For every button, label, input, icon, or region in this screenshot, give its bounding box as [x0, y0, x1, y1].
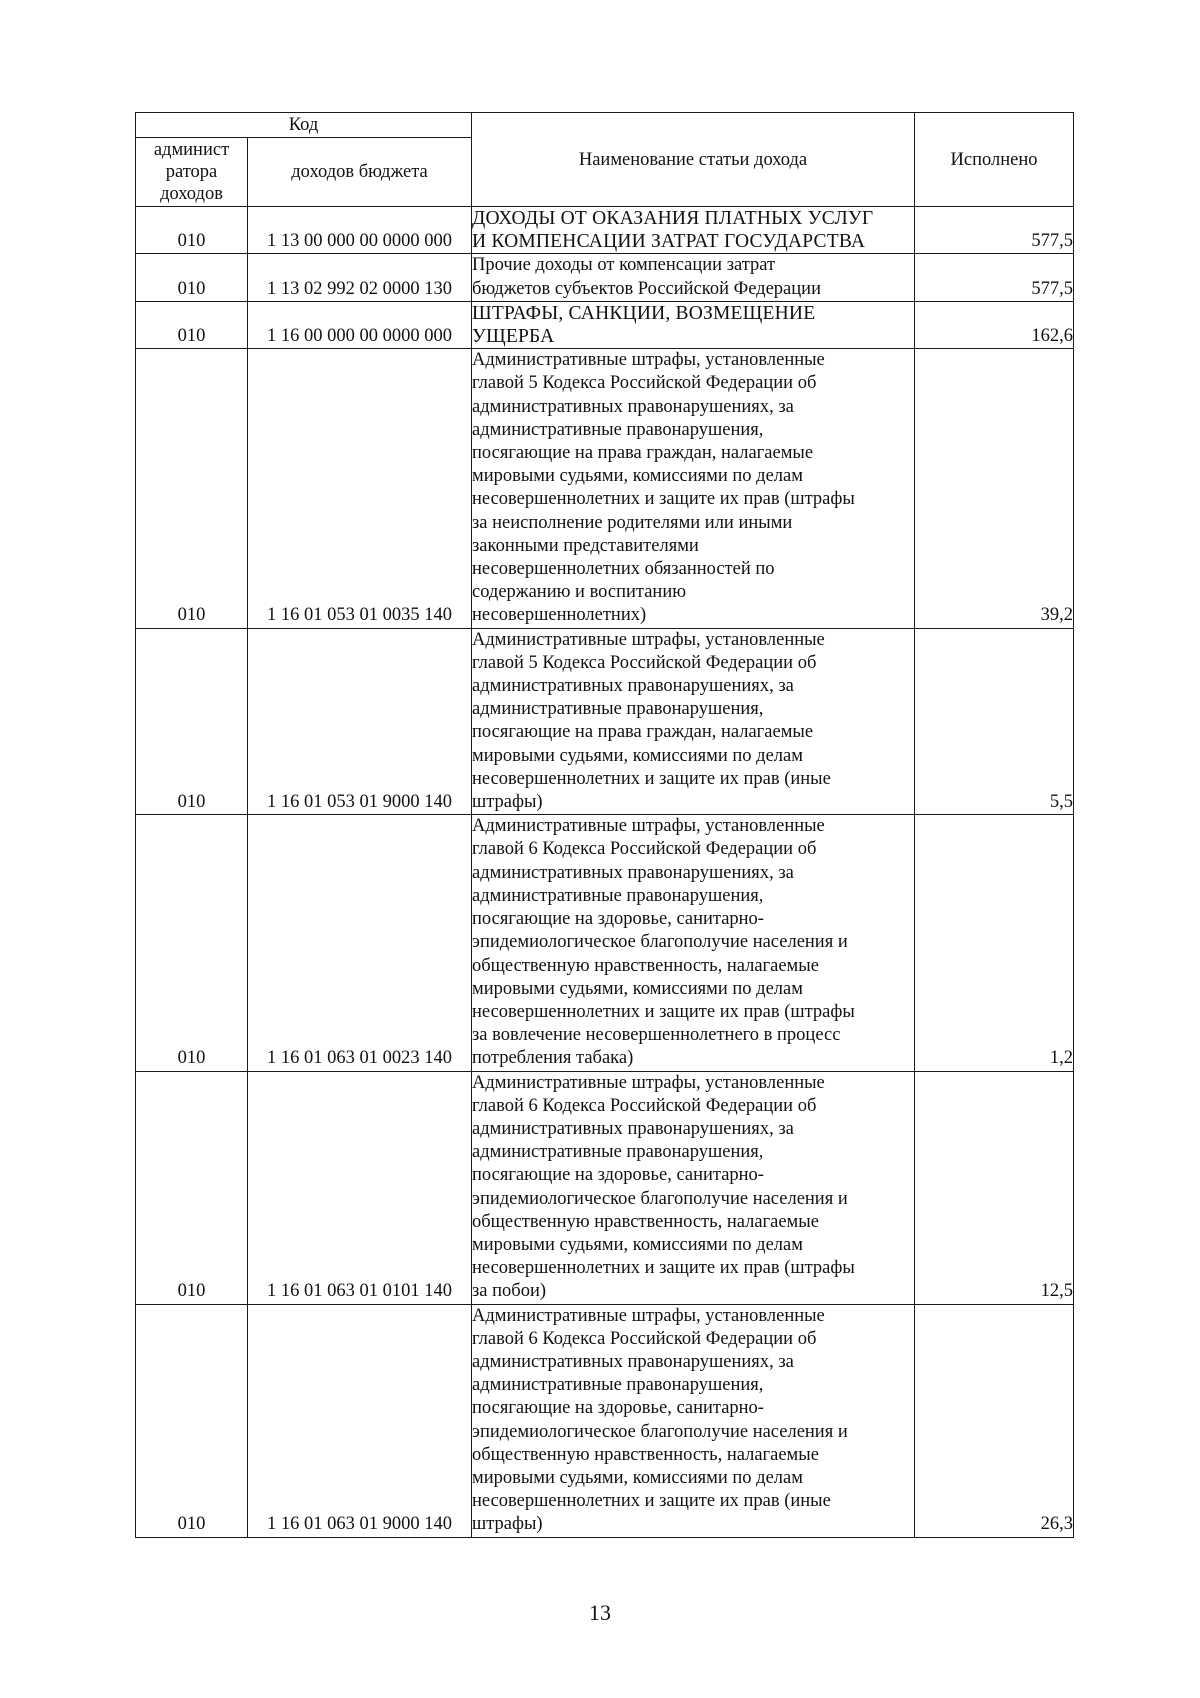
administrator-header	[136, 138, 248, 207]
income-name-cell: Административные штрафы, установленные главой 5 Кодекса Российской Федерации об административных правонарушениях, за административные правонарушения, посягающие на права граждан, налагаемые мировыми судьями, комиссиями по делам несовершеннолетних и защите их прав (штрафы за неисполнение родителями или иными законными представителями несовершеннолетних обязанностей по содержанию и воспитанию несовершеннолетних)	[472, 349, 915, 628]
table-row	[136, 1071, 1074, 1304]
table-body	[136, 207, 1074, 1538]
income-name-cell: Прочие доходы от компенсации затрат бюджетов субъектов Российской Федерации	[472, 254, 915, 301]
budget-code-cell: 1 16 01 053 01 0035 140	[248, 349, 472, 628]
admin-code-cell: 010	[136, 628, 248, 815]
executed-header: Исполнено	[915, 113, 1074, 207]
executed-sum-cell: 162,6	[915, 301, 1074, 348]
budget-code-cell: 1 16 01 063 01 0023 140	[248, 815, 472, 1071]
executed-sum-cell: 26,3	[915, 1304, 1074, 1537]
budget-code-cell: 1 13 02 992 02 0000 130	[248, 254, 472, 301]
budget-code-cell: 1 16 01 063 01 9000 140	[248, 1304, 472, 1537]
income-name-cell: Административные штрафы, установленные главой 6 Кодекса Российской Федерации об административных правонарушениях, за административные правонарушения, посягающие на здоровье, санитарно- эпидемиологическое благополучие населения и общественную нравственность, налагаемые мировыми судьями, комиссиями по делам несовершеннолетних и защите их прав (штрафы за побои)	[472, 1071, 915, 1304]
table-row	[136, 301, 1074, 348]
admin-code-cell: 010	[136, 207, 248, 254]
income-name-header: Наименование статьи дохода	[472, 113, 915, 207]
budget-code-cell: 1 16 01 063 01 0101 140	[248, 1071, 472, 1304]
table-row	[136, 628, 1074, 815]
admin-code-cell: 010	[136, 254, 248, 301]
administrator-header-text: админист ратора доходов	[153, 140, 230, 204]
page-number: 13	[589, 1600, 611, 1625]
budget-income-code-header: доходов бюджета	[248, 138, 472, 207]
admin-code-cell: 010	[136, 1071, 248, 1304]
executed-sum-cell: 12,5	[915, 1071, 1074, 1304]
table-row	[136, 1304, 1074, 1537]
table-row	[136, 207, 1074, 254]
executed-sum-cell: 39,2	[915, 349, 1074, 628]
budget-code-cell: 1 16 01 053 01 9000 140	[248, 628, 472, 815]
table-row	[136, 815, 1074, 1071]
budget-code-cell: 1 16 00 000 00 0000 000	[248, 301, 472, 348]
income-name-cell: ШТРАФЫ, САНКЦИИ, ВОЗМЕЩЕНИЕ УЩЕРБА	[472, 301, 915, 348]
table-row	[136, 254, 1074, 301]
income-name-cell: Административные штрафы, установленные главой 6 Кодекса Российской Федерации об административных правонарушениях, за административные правонарушения, посягающие на здоровье, санитарно- эпидемиологическое благополучие населения и общественную нравственность, налагаемые мировыми судьями, комиссиями по делам несовершеннолетних и защите их прав (иные штрафы)	[472, 1304, 915, 1537]
executed-sum-cell: 577,5	[915, 254, 1074, 301]
admin-code-cell: 010	[136, 349, 248, 628]
table-row	[136, 349, 1074, 628]
table-header	[136, 113, 1074, 207]
income-name-cell: Административные штрафы, установленные главой 6 Кодекса Российской Федерации об административных правонарушениях, за административные правонарушения, посягающие на здоровье, санитарно- эпидемиологическое благополучие населения и общественную нравственность, налагаемые мировыми судьями, комиссиями по делам несовершеннолетних и защите их прав (штрафы за вовлечение несовершеннолетнего в процесс потребления табака)	[472, 815, 915, 1071]
executed-sum-cell: 577,5	[915, 207, 1074, 254]
executed-sum-cell: 5,5	[915, 628, 1074, 815]
code-group-header: Код	[136, 113, 472, 138]
admin-code-cell: 010	[136, 301, 248, 348]
admin-code-cell: 010	[136, 1304, 248, 1537]
admin-code-cell: 010	[136, 815, 248, 1071]
income-name-cell: Административные штрафы, установленные главой 5 Кодекса Российской Федерации об административных правонарушениях, за административные правонарушения, посягающие на права граждан, налагаемые мировыми судьями, комиссиями по делам несовершеннолетних и защите их прав (иные штрафы)	[472, 628, 915, 815]
budget-code-cell: 1 13 00 000 00 0000 000	[248, 207, 472, 254]
executed-sum-cell: 1,2	[915, 815, 1074, 1071]
income-table	[135, 112, 1074, 1538]
income-name-cell: ДОХОДЫ ОТ ОКАЗАНИЯ ПЛАТНЫХ УСЛУГ И КОМПЕНСАЦИИ ЗАТРАТ ГОСУДАРСТВА	[472, 207, 915, 254]
